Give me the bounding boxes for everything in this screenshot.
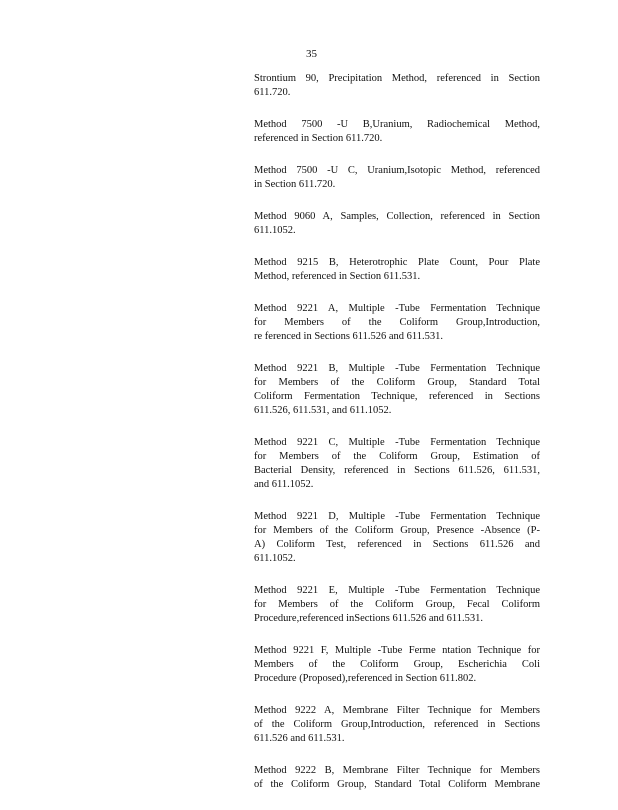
entry-line: of the Coliform Group,Introduction, referenced in Sections bbox=[254, 719, 540, 730]
entry-line: for Members of the Coliform Group, Fecal Coliform bbox=[254, 599, 540, 610]
reference-entry bbox=[254, 644, 544, 686]
entry-line: Method 9060 A, Samples, Collection, referenced in Section bbox=[254, 211, 540, 222]
entry-line: 611.1052. bbox=[254, 553, 296, 564]
entry-line: Method 9222 B, Membrane Filter Technique for Members bbox=[254, 765, 540, 776]
entry-line: for Members of the Coliform Group,Introduction, bbox=[254, 317, 540, 328]
entry-line: for Members of the Coliform Group, Presence -Absence (P- bbox=[254, 525, 540, 536]
entry-line: Method 9221 F, Multiple -Tube Ferme ntation Technique for bbox=[254, 645, 540, 656]
entry-line: Method 9221 E, Multiple -Tube Fermentation Technique bbox=[254, 585, 540, 596]
reference-entry bbox=[254, 362, 544, 418]
entry-line: Members of the Coliform Group, Escherichia Coli bbox=[254, 659, 540, 670]
entry-line: for Members of the Coliform Group, Standard Total bbox=[254, 377, 540, 388]
entry-line: for Members of the Coliform Group, Estimation of bbox=[254, 451, 540, 462]
entry-line: Method 9221 D, Multiple -Tube Fermentation Technique bbox=[254, 511, 540, 522]
entry-line: Strontium 90, Precipitation Method, referenced in Section bbox=[254, 73, 540, 84]
entry-line: in Section 611.720. bbox=[254, 179, 336, 190]
entry-line: Procedure,referenced inSections 611.526 and 611.531. bbox=[254, 613, 483, 624]
entry-line: Bacterial Density, referenced in Sections 611.526, 611.531, bbox=[254, 465, 540, 476]
entry-line: Method 7500 -U B,Uranium, Radiochemical Method, bbox=[254, 119, 540, 130]
entry-line: 611.526 and 611.531. bbox=[254, 733, 345, 744]
reference-entry bbox=[254, 704, 544, 746]
reference-entry bbox=[254, 584, 544, 626]
entry-line: A) Coliform Test, referenced in Sections 611.526 and bbox=[254, 539, 540, 550]
entry-line: Method 9222 A, Membrane Filter Technique for Members bbox=[254, 705, 540, 716]
entry-line: Method 9215 B, Heterotrophic Plate Count, Pour Plate bbox=[254, 257, 540, 268]
entry-line: 611.1052. bbox=[254, 225, 296, 236]
reference-entry bbox=[254, 118, 544, 146]
entry-line: 611.720. bbox=[254, 87, 291, 98]
reference-entry bbox=[254, 764, 544, 792]
reference-list bbox=[254, 72, 544, 810]
entry-line: and 611.1052. bbox=[254, 479, 314, 490]
entry-line: of the Coliform Group, Standard Total Coliform Membrane bbox=[254, 779, 540, 790]
reference-entry bbox=[254, 72, 544, 100]
reference-entry bbox=[254, 256, 544, 284]
entry-line: Coliform Fermentation Technique, referenced in Sections bbox=[254, 391, 540, 402]
entry-line: Method 9221 C, Multiple -Tube Fermentation Technique bbox=[254, 437, 540, 448]
reference-entry bbox=[254, 210, 544, 238]
reference-entry bbox=[254, 302, 544, 344]
entry-line: Method 7500 -U C, Uranium,Isotopic Method, referenced bbox=[254, 165, 540, 176]
entry-line: Method, referenced in Section 611.531. bbox=[254, 271, 421, 282]
entry-line: referenced in Section 611.720. bbox=[254, 133, 383, 144]
reference-entry bbox=[254, 164, 544, 192]
page-number: 35 bbox=[306, 48, 317, 60]
entry-line: 611.526, 611.531, and 611.1052. bbox=[254, 405, 392, 416]
entry-line: Procedure (Proposed),referenced in Section 611.802. bbox=[254, 673, 477, 684]
entry-line: re ferenced in Sections 611.526 and 611.531. bbox=[254, 331, 444, 342]
reference-entry bbox=[254, 436, 544, 492]
entry-line: Method 9221 A, Multiple -Tube Fermentation Technique bbox=[254, 303, 540, 314]
entry-line: Method 9221 B, Multiple -Tube Fermentation Technique bbox=[254, 363, 540, 374]
reference-entry bbox=[254, 510, 544, 566]
